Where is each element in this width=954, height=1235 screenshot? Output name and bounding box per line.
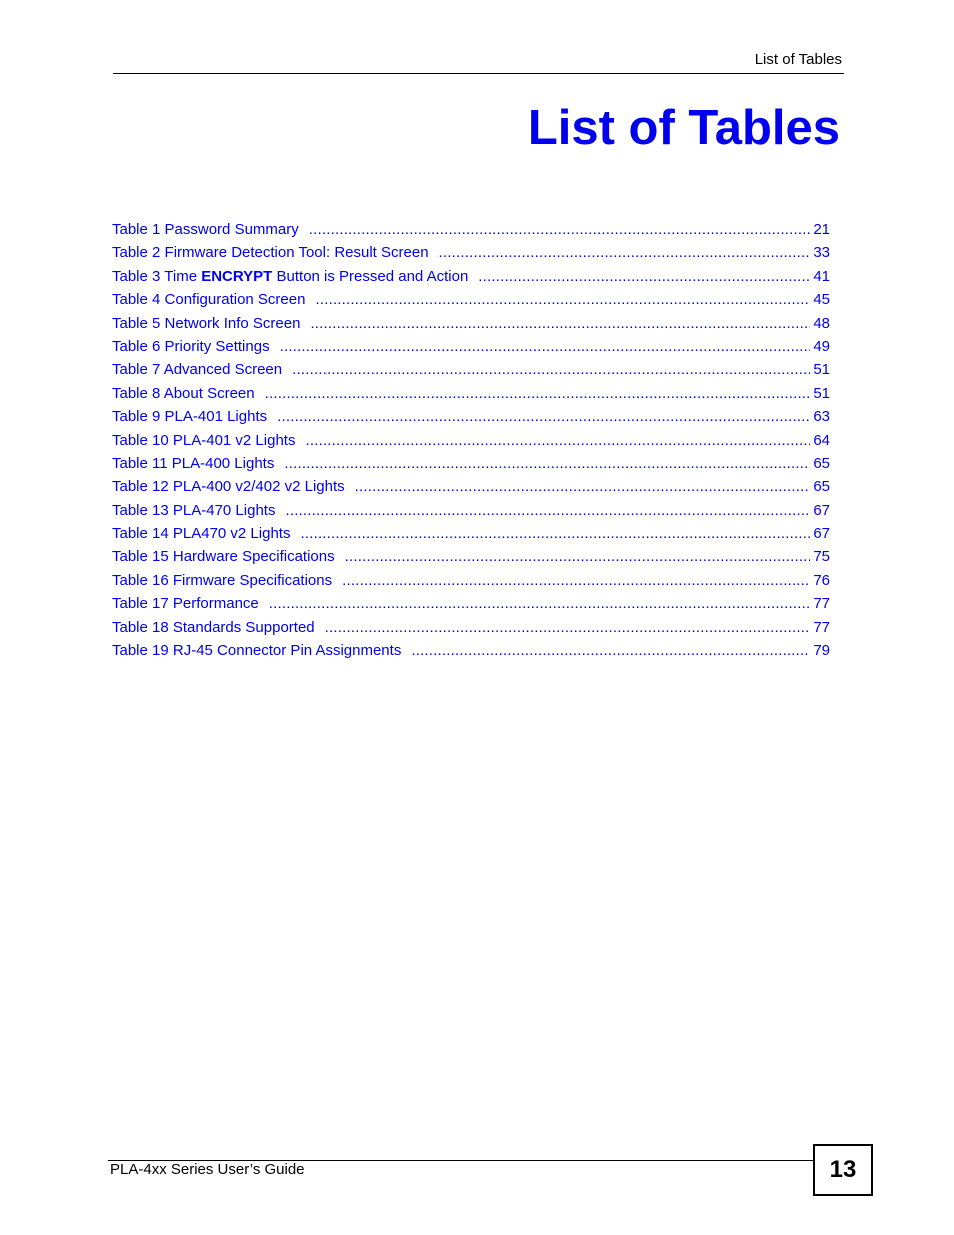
toc-label-part: Button is Pressed and Action <box>272 267 469 285</box>
toc-entry-table-12[interactable] <box>112 475 830 498</box>
toc-entry-table-18[interactable] <box>112 616 830 639</box>
toc-entry-table-9[interactable] <box>112 405 830 428</box>
toc-entry-label: Table 11 PLA-400 Lights <box>112 454 275 472</box>
toc-dot-leader <box>439 241 811 264</box>
toc-page-number: 75 <box>813 548 830 566</box>
toc-page-number: 21 <box>813 221 830 238</box>
toc-dot-leader <box>265 382 811 405</box>
toc-dot-leader <box>315 288 810 311</box>
toc-entry-table-5[interactable] <box>112 312 830 335</box>
toc-page-number: 67 <box>813 501 830 519</box>
toc-entry-label: Table 8 About Screen <box>112 384 255 402</box>
toc-entry-label: Table 14 PLA470 v2 Lights <box>112 525 291 543</box>
toc-dot-leader <box>277 405 810 428</box>
toc-page-number: 77 <box>813 595 830 613</box>
toc-page-number: 65 <box>813 454 830 472</box>
page-title: List of Tables <box>527 101 840 155</box>
toc-dot-leader <box>284 452 810 475</box>
toc-dot-leader <box>269 592 811 615</box>
footer-guide-title: PLA-4xx Series User’s Guide <box>110 1161 305 1178</box>
toc-entry-label: Table 1 Password Summary <box>112 221 299 238</box>
toc-entry-label: Table 5 Network Info Screen <box>112 314 301 332</box>
toc-page-number: 41 <box>813 267 830 285</box>
toc-entry-table-3[interactable] <box>112 265 830 288</box>
toc-page-number: 67 <box>813 525 830 543</box>
toc-page-number: 77 <box>813 618 830 636</box>
toc-page-number: 63 <box>813 408 830 426</box>
toc-page-number: 45 <box>813 291 830 309</box>
toc-page-number: 33 <box>813 244 830 262</box>
toc-entry-label <box>112 265 478 288</box>
toc-page-number: 79 <box>813 642 830 660</box>
toc-entry-label: Table 6 Priority Settings <box>112 337 270 355</box>
header-divider <box>113 73 844 74</box>
toc-entry-table-15[interactable] <box>112 545 830 568</box>
running-header: List of Tables <box>754 51 842 68</box>
toc-page-number: 64 <box>813 431 830 449</box>
toc-entry-table-2[interactable] <box>112 241 830 264</box>
toc-dot-leader <box>309 218 811 241</box>
toc-entry-label: Table 16 Firmware Specifications <box>112 571 333 589</box>
toc-dot-leader <box>310 312 810 335</box>
toc-entry-table-6[interactable] <box>112 335 830 358</box>
toc-entry-label: Table 13 PLA-470 Lights <box>112 501 276 519</box>
toc-page-number: 48 <box>813 314 830 332</box>
toc-page-number: 49 <box>813 337 830 355</box>
toc-dot-leader <box>478 265 810 288</box>
toc-entry-table-11[interactable] <box>112 452 830 475</box>
toc-page-number: 51 <box>813 361 830 379</box>
toc-dot-leader <box>305 429 810 452</box>
toc-entry-table-19[interactable] <box>112 639 830 662</box>
toc-entry-label: Table 2 Firmware Detection Tool: Result Screen <box>112 244 429 262</box>
toc-entry-label: Table 15 Hardware Specifications <box>112 548 335 566</box>
toc-page-number: 76 <box>813 571 830 589</box>
toc-dot-leader <box>342 569 810 592</box>
toc-entry-table-7[interactable] <box>112 358 830 381</box>
toc-dot-leader <box>345 545 811 568</box>
toc-dot-leader <box>325 616 811 639</box>
toc-entry-table-16[interactable] <box>112 569 830 592</box>
toc-dot-leader <box>411 639 810 662</box>
toc-dot-leader <box>300 522 810 545</box>
toc-entry-label: Table 7 Advanced Screen <box>112 361 283 379</box>
toc-entry-label: Table 19 RJ-45 Connector Pin Assignments <box>112 642 402 660</box>
toc-label-part: Table 3 Time <box>112 267 202 285</box>
page-number: 13 <box>813 1144 873 1196</box>
toc-entry-table-13[interactable] <box>112 499 830 522</box>
toc-entry-table-10[interactable] <box>112 429 830 452</box>
toc-entry-table-17[interactable] <box>112 592 830 615</box>
table-of-tables-list <box>112 218 830 662</box>
toc-entry-label: Table 12 PLA-400 v2/402 v2 Lights <box>112 478 345 496</box>
toc-label-bold-part: ENCRYPT <box>201 267 273 285</box>
toc-entry-label: Table 18 Standards Supported <box>112 618 315 636</box>
toc-dot-leader <box>355 475 811 498</box>
toc-entry-label: Table 9 PLA-401 Lights <box>112 408 268 426</box>
toc-dot-leader <box>292 358 810 381</box>
toc-entry-table-8[interactable] <box>112 382 830 405</box>
toc-page-number: 65 <box>813 478 830 496</box>
toc-entry-table-14[interactable] <box>112 522 830 545</box>
toc-entry-label: Table 10 PLA-401 v2 Lights <box>112 431 296 449</box>
toc-entry-label: Table 4 Configuration Screen <box>112 291 306 309</box>
toc-dot-leader <box>280 335 811 358</box>
toc-dot-leader <box>285 499 810 522</box>
toc-page-number: 51 <box>813 384 830 402</box>
toc-entry-table-1[interactable] <box>112 218 830 241</box>
toc-entry-label: Table 17 Performance <box>112 595 259 613</box>
toc-entry-table-4[interactable] <box>112 288 830 311</box>
